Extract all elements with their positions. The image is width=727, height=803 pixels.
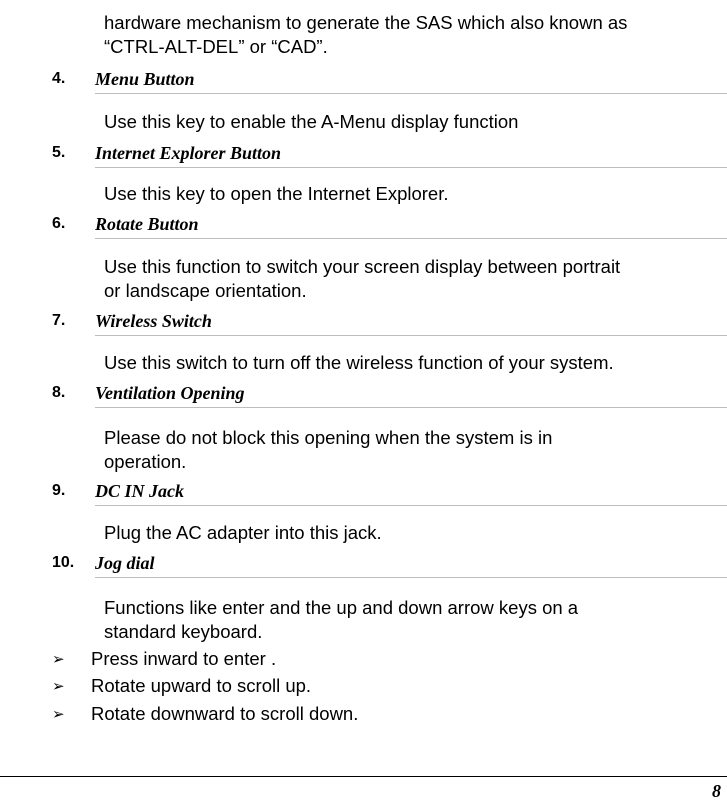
section-text: Please do not block this opening when the system is in [104,427,553,448]
section-body [104,110,719,134]
section-number: 8. [52,384,66,401]
list-item [0,701,727,727]
section-text: Use this key to enable the A-Menu display function [104,111,519,132]
arrow-bullet-icon: ➢ [52,706,65,723]
page-number: 8 [712,781,721,801]
section-number: 5. [52,144,66,161]
section-number: 6. [52,215,66,232]
section-rotate-button [0,212,727,301]
divider [95,93,727,94]
intro-paragraph [104,11,724,59]
section-heading [0,212,727,236]
list-item [0,646,727,672]
arrow-bullet-icon: ➢ [52,678,65,695]
intro-line: “CTRL-ALT-DEL” or “CAD”. [104,36,328,57]
section-text: or landscape orientation. [104,280,307,301]
section-body [104,351,719,375]
section-text: operation. [104,451,187,472]
section-text: Functions like enter and the up and down arrow keys on a [104,597,579,618]
section-ventilation-opening [0,381,727,472]
section-body [104,521,719,545]
section-text: Use this key to open the Internet Explorer. [104,183,449,204]
section-body [104,596,719,644]
bullet-text: Press inward to enter . [91,648,277,669]
arrow-bullet-icon: ➢ [52,651,65,668]
section-text: standard keyboard. [104,621,263,642]
bullet-text: Rotate downward to scroll down. [91,703,359,724]
section-title: Jog dial [95,553,155,573]
section-menu-button [0,67,727,132]
divider [95,577,727,578]
section-title: Wireless Switch [95,311,212,331]
list-item [0,673,727,699]
divider [95,167,727,168]
section-internet-explorer-button [0,141,727,204]
intro-line: hardware mechanism to generate the SAS which also known as [104,12,628,33]
section-text: Plug the AC adapter into this jack. [104,522,382,543]
section-heading [0,67,727,91]
section-number: 9. [52,482,66,499]
divider [95,505,727,506]
section-title: DC IN Jack [95,481,184,501]
footer-divider [0,776,727,777]
section-title: Internet Explorer Button [95,143,282,163]
section-heading [0,141,727,165]
bullet-text: Rotate upward to scroll up. [91,675,312,696]
section-text: Use this switch to turn off the wireless function of your system. [104,352,614,373]
section-body [104,255,719,303]
section-number: 4. [52,70,66,87]
section-title: Menu Button [95,69,195,89]
section-title: Rotate Button [95,214,199,234]
divider [95,335,727,336]
section-number: 10. [52,554,75,571]
section-heading [0,309,727,333]
section-dc-in-jack [0,479,727,543]
divider [95,238,727,239]
section-title: Ventilation Opening [95,383,245,403]
section-heading [0,551,727,575]
section-wireless-switch [0,309,727,373]
section-jog-dial [0,551,727,642]
section-number: 7. [52,312,66,329]
section-body [104,182,719,206]
section-body [104,426,719,474]
divider [95,407,727,408]
section-heading [0,381,727,405]
section-heading [0,479,727,503]
section-text: Use this function to switch your screen display between portrait [104,256,621,277]
